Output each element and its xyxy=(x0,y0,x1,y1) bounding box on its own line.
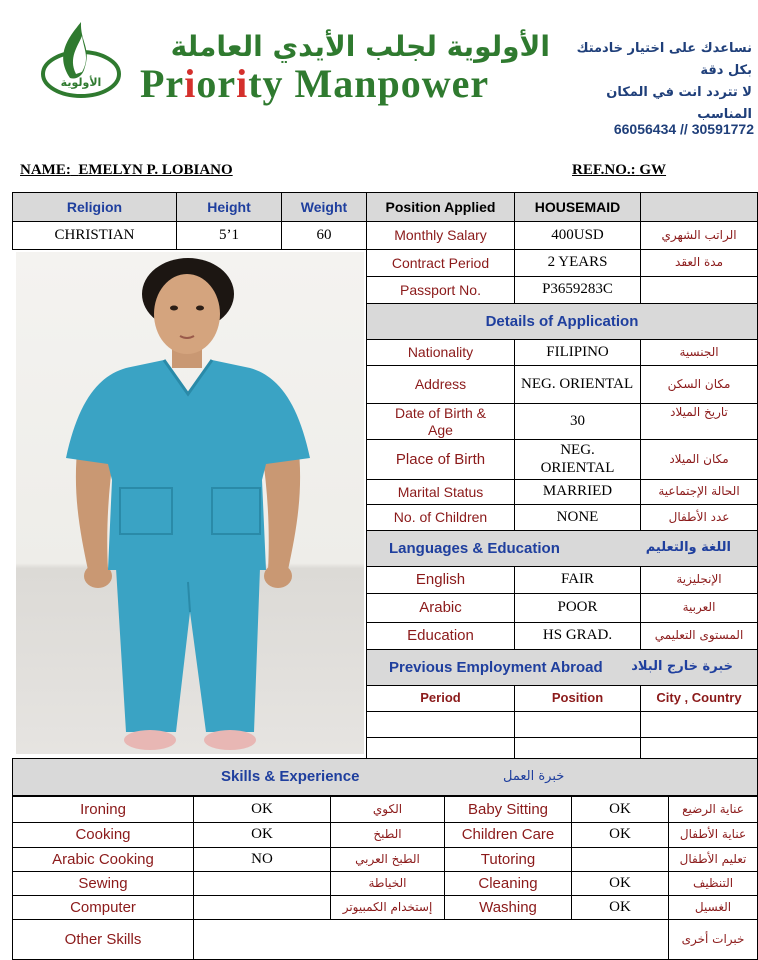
skill-left-label: Ironing xyxy=(12,796,194,823)
place-of-birth-arabic: مكان الميلاد xyxy=(640,439,758,480)
skill-left-arabic: الطبخ العربي xyxy=(330,847,445,872)
height-value: 5’1 xyxy=(176,221,282,250)
skill-left-arabic: إستخدام الكمبيوتر xyxy=(330,895,445,920)
children-label: No. of Children xyxy=(366,504,515,531)
nationality-arabic: الجنسية xyxy=(640,339,758,366)
religion-header: Religion xyxy=(12,192,177,222)
skill-left-value: NO xyxy=(193,847,331,872)
other-skills-arabic: خبرات أخرى xyxy=(668,919,758,960)
employment-row-position xyxy=(514,711,641,738)
place-of-birth-value: NEG. ORIENTAL xyxy=(514,439,641,480)
skills-title-arabic: خبرة العمل xyxy=(503,768,565,784)
contract-period-arabic: مدة العقد xyxy=(640,249,758,277)
english-arabic: الإنجليزية xyxy=(640,566,758,594)
marital-status-arabic: الحالة الإجتماعية xyxy=(640,479,758,505)
skill-right-value: OK xyxy=(571,796,669,823)
skill-left-label: Arabic Cooking xyxy=(12,847,194,872)
brand-name-english: Priority Manpower xyxy=(140,61,490,106)
education-label: Education xyxy=(366,622,515,650)
education-arabic: المستوى التعليمي xyxy=(640,622,758,650)
applicant-photo xyxy=(16,252,364,754)
english-value: FAIR xyxy=(514,566,641,594)
employment-location-header: City , Country xyxy=(640,685,758,712)
skill-left-arabic: الخياطة xyxy=(330,871,445,896)
monthly-salary-arabic: الراتب الشهري xyxy=(640,221,758,250)
skill-left-label: Cooking xyxy=(12,822,194,848)
employment-row-location xyxy=(640,737,758,759)
weight-value: 60 xyxy=(281,221,367,250)
applicant-photo-figure xyxy=(16,252,364,754)
contract-period-label: Contract Period xyxy=(366,249,515,277)
address-arabic: مكان السكن xyxy=(640,365,758,404)
children-arabic: عدد الأطفال xyxy=(640,504,758,531)
skill-left-arabic: الطبخ xyxy=(330,822,445,848)
skill-right-arabic: تعليم الأطفال xyxy=(668,847,758,872)
nationality-value: FILIPINO xyxy=(514,339,641,366)
skill-right-value xyxy=(571,847,669,872)
employment-row-location xyxy=(640,711,758,738)
dob-age-label: Date of Birth & Age xyxy=(366,403,515,440)
skills-section-header xyxy=(12,758,758,796)
position-applied-value: HOUSEMAID xyxy=(514,192,641,222)
passport-label: Passport No. xyxy=(366,276,515,304)
monthly-salary-label: Monthly Salary xyxy=(366,221,515,250)
employment-title: Previous Employment Abroad xyxy=(389,658,603,676)
skill-left-value: OK xyxy=(193,822,331,848)
slogan-line-2: لا تتردد انت في المكان المناسب xyxy=(606,85,752,122)
skill-right-value: OK xyxy=(571,822,669,848)
skill-right-value: OK xyxy=(571,895,669,920)
skill-left-label: Sewing xyxy=(12,871,194,896)
marital-status-label: Marital Status xyxy=(366,479,515,505)
applicant-name: NAME: EMELYN P. LOBIANO xyxy=(20,162,233,178)
passport-arabic xyxy=(640,276,758,304)
logo-text: الأولوية xyxy=(60,76,102,89)
brand-name-arabic: الأولوية لجلب الأيدي العاملة xyxy=(170,30,550,63)
reference-number: REF.NO.: GW xyxy=(572,162,667,178)
monthly-salary-value: 400USD xyxy=(514,221,641,250)
employment-section-header xyxy=(366,649,758,686)
employment-row-position xyxy=(514,737,641,759)
details-section-header: Details of Application xyxy=(366,303,758,340)
height-header: Height xyxy=(176,192,282,222)
address-label: Address xyxy=(366,365,515,404)
employment-position-header: Position xyxy=(514,685,641,712)
skills-title: Skills & Experience xyxy=(221,768,360,786)
children-value: NONE xyxy=(514,504,641,531)
education-value: HS GRAD. xyxy=(514,622,641,650)
skill-right-arabic: التنظيف xyxy=(668,871,758,896)
languages-section-header xyxy=(366,530,758,567)
skill-right-value: OK xyxy=(571,871,669,896)
phone-numbers: 66056434 // 30591772 xyxy=(613,121,754,137)
employment-row-period xyxy=(366,737,515,759)
arabic-arabic: العربية xyxy=(640,593,758,623)
languages-title-arabic: اللغة والتعليم xyxy=(645,540,731,556)
arabic-label: Arabic xyxy=(366,593,515,623)
skill-left-value xyxy=(193,895,331,920)
skill-right-label: Children Care xyxy=(444,822,572,848)
agency-logo xyxy=(40,18,122,100)
address-value: NEG. ORIENTAL xyxy=(514,365,641,404)
religion-value: CHRISTIAN xyxy=(12,221,177,250)
dob-age-value: 30 xyxy=(514,403,641,440)
skill-right-label: Baby Sitting xyxy=(444,796,572,823)
skill-left-label: Computer xyxy=(12,895,194,920)
dob-arabic: تاريخ الميلاد xyxy=(640,403,758,440)
slogan xyxy=(562,38,752,126)
nationality-label: Nationality xyxy=(366,339,515,366)
skill-right-label: Cleaning xyxy=(444,871,572,896)
position-blank xyxy=(640,192,758,222)
marital-status-value: MARRIED xyxy=(514,479,641,505)
skill-left-value xyxy=(193,871,331,896)
skill-right-arabic: عناية الأطفال xyxy=(668,822,758,848)
arabic-value: POOR xyxy=(514,593,641,623)
other-skills-value xyxy=(193,919,669,960)
skill-right-label: Washing xyxy=(444,895,572,920)
slogan-line-1: نساعدك على اختيار خادمتك بكل دقة xyxy=(576,41,752,78)
contract-period-value: 2 YEARS xyxy=(514,249,641,277)
english-label: English xyxy=(366,566,515,594)
employment-title-arabic: خبرة خارج البلاد xyxy=(631,659,733,675)
place-of-birth-label: Place of Birth xyxy=(366,439,515,480)
skill-left-value: OK xyxy=(193,796,331,823)
skill-left-arabic: الكوي xyxy=(330,796,445,823)
position-applied-header: Position Applied xyxy=(366,192,515,222)
weight-header: Weight xyxy=(281,192,367,222)
skill-right-arabic: عناية الرضيع xyxy=(668,796,758,823)
employment-row-period xyxy=(366,711,515,738)
languages-title: Languages & Education xyxy=(389,539,560,557)
other-skills-label: Other Skills xyxy=(12,919,194,960)
passport-value: P3659283C xyxy=(514,276,641,304)
skill-right-arabic: الغسيل xyxy=(668,895,758,920)
skill-right-label: Tutoring xyxy=(444,847,572,872)
employment-period-header: Period xyxy=(366,685,515,712)
